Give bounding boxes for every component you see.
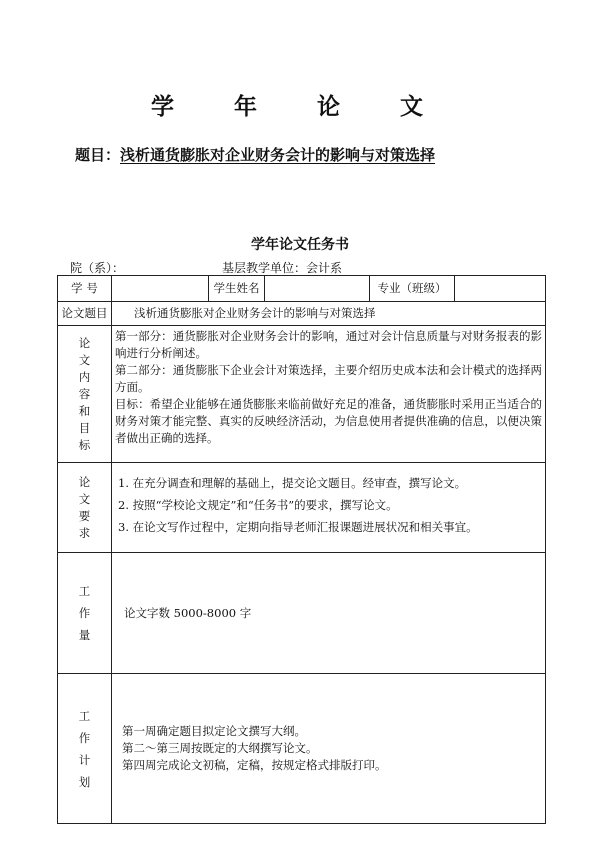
student-no-value[interactable] xyxy=(112,276,209,302)
subject-prefix: 题目： xyxy=(75,146,121,164)
plan-text xyxy=(112,674,546,824)
table-row xyxy=(58,674,546,824)
document-title: 学 年 论 文 xyxy=(150,93,450,120)
thesis-subject-line xyxy=(75,144,435,165)
task-book-title: 学年论文任务书 xyxy=(251,237,349,253)
table-row xyxy=(58,463,546,553)
content-label: 论 文 内 容 和 目 标 xyxy=(58,326,112,463)
table-row xyxy=(58,302,546,326)
topic-value: 浅析通货膨胀对企业财务会计的影响与对策选择 xyxy=(112,302,546,326)
table-row xyxy=(58,553,546,674)
subject-title: 浅析通货膨胀对企业财务会计的影响与对策选择 xyxy=(120,146,436,164)
content-text xyxy=(112,326,546,463)
student-name-label: 学生姓名 xyxy=(209,276,265,302)
content-paragraph: 第二部分：通货膨胀下企业会计对策选择，主要介绍历史成本法和会计模式的选择两方面。 xyxy=(115,363,542,394)
list-item: 3. 在论文写作过程中，定期向指导老师汇报课题进展状况和相关事宜。 xyxy=(118,519,478,534)
task-table xyxy=(57,275,546,824)
list-item: 1. 在充分调查和理解的基础上，提交论文题目。经审查，撰写论文。 xyxy=(118,475,467,490)
requirements-label: 论 文 要 求 xyxy=(58,463,112,553)
major-value[interactable] xyxy=(455,276,546,302)
major-label: 专业（班级） xyxy=(370,276,455,302)
list-item: 第二～第三周按既定的大纲撰写论文。 xyxy=(122,741,318,755)
content-paragraph: 目标：希望企业能够在通货膨胀来临前做好充足的准备，通货膨胀时采用正当适合的财务对策才能完整、真实的反映经济活动，为信息使用者提供准确的信息，以便决策者做出正确的选择。 xyxy=(115,397,542,445)
list-item: 第一周确定题目拟定论文撰写大纲。 xyxy=(122,724,306,738)
topic-label: 论文题目 xyxy=(58,302,112,326)
department-label: 院（系）： xyxy=(70,261,125,275)
student-no-label: 学 号 xyxy=(58,276,112,302)
plan-label: 工 作 计 划 xyxy=(58,674,112,824)
student-name-value[interactable] xyxy=(265,276,370,302)
list-item: 第四周完成论文初稿，定稿，按规定格式排版打印。 xyxy=(122,758,387,772)
workload-label: 工 作 量 xyxy=(58,553,112,674)
workload-value: 论文字数 5000-8000 字 xyxy=(112,553,546,674)
table-row xyxy=(58,326,546,463)
list-item: 2. 按照“学校论文规定”和“任务书”的要求，撰写论文。 xyxy=(118,497,398,512)
teaching-unit-label: 基层教学单位：会计系 xyxy=(222,261,343,275)
table-row xyxy=(58,276,546,302)
content-paragraph: 第一部分：通货膨胀对企业财务会计的影响，通过对会计信息质量与对财务报表的影响进行分析阐述。 xyxy=(115,329,542,360)
requirements-text xyxy=(112,463,546,553)
